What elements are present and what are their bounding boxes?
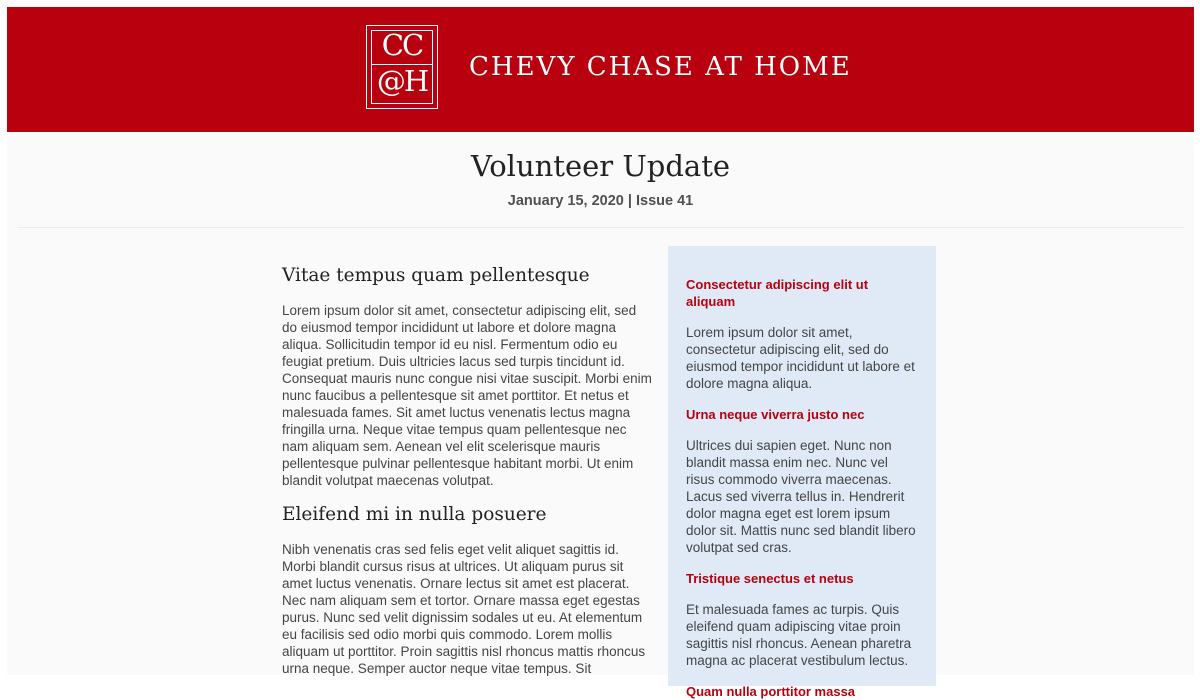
sidebar-heading: Quam nulla porttitor massa (686, 684, 856, 699)
issue-date-line: January 15, 2020 | Issue 41 (507, 193, 694, 209)
newsletter-title: Volunteer Update (470, 149, 731, 183)
logo-line-top: CC (381, 28, 423, 62)
newsletter-header (7, 7, 1194, 132)
sidebar-text: Ultrices dui sapien eget. Nunc non blandit massa enim nec. Nunc vel risus commodo viverra maecenas. Lacus sed viverra tellus in. Hendrerit dolor magna eget est lorem ipsum dolor sit. Mattis nunc sed blandit libero volutpat sed cras. (686, 438, 916, 555)
newsletter-body (7, 132, 1194, 699)
sidebar-text: Et malesuada fames ac turpis. Quis eleifend quam adipiscing vitae proin sagittis nisl rhoncus. Aenean pharetra magna ac placerat vestibulum lectus. (686, 602, 912, 668)
article-body: Nibh venenatis cras sed felis eget velit aliquet sagittis id. Morbi blandit cursus risus at ultrices. Ut aliquam purus sit amet luctus venenatis. Ornare lectus sit amet est placerat. Nec nam aliquam sem et tortor. Ornare massa eget egestas purus. Nunc sed velit dignissim sodales ut eu. At elementum eu facilisis sed odio morbi quis commodo. Lorem mollis aliquam ut porttitor. Proin sagittis nisl rhoncus mattis rhoncus urna neque. Semper auctor neque vitae tempus. Sit (282, 542, 646, 676)
header-divider (17, 227, 1184, 228)
sidebar-text: Lorem ipsum dolor sit amet, consectetur adipiscing elit, sed do eiusmod tempor incididunt ut labore et dolore magna aliqua. (686, 325, 915, 391)
brand-name: CHEVY CHASE AT HOME (469, 52, 852, 82)
sidebar-heading: Urna neque viverra justo nec (686, 407, 865, 422)
sidebar-heading: Tristique senectus et netus (686, 571, 854, 586)
article-heading: Vitae tempus quam pellentesque (282, 265, 590, 286)
sidebar-heading: Consectetur adipiscing elit ut aliquam (686, 277, 869, 309)
main-column (282, 264, 652, 691)
sidebar-panel (668, 246, 936, 699)
article-heading: Eleifend mi in nulla posuere (282, 504, 547, 525)
cch-logo (366, 25, 438, 109)
logo-line-bottom: @H (376, 64, 428, 98)
article-body: Lorem ipsum dolor sit amet, consectetur adipiscing elit, sed do eiusmod tempor incididunt ut labore et dolore magna aliqua. Sollicitudin tempor id eu nisl. Fermentum odio eu feugiat pretium. Duis ultricies lacus sed turpis tincidunt id. Consequat mauris nunc congue nisi vitae suscipit. Morbi enim nunc faucibus a pellentesque sit amet porttitor. Et netus et malesuada fames. Sit amet luctus venenatis lectus magna fringilla urna. Neque vitae tempus quam pellentesque nec nam aliquam sem. Aenean vel elit scelerisque mauris pellentesque pulvinar pellentesque habitant morbi. Ut enim blandit volutpat maecenas volutpat. (282, 303, 652, 488)
